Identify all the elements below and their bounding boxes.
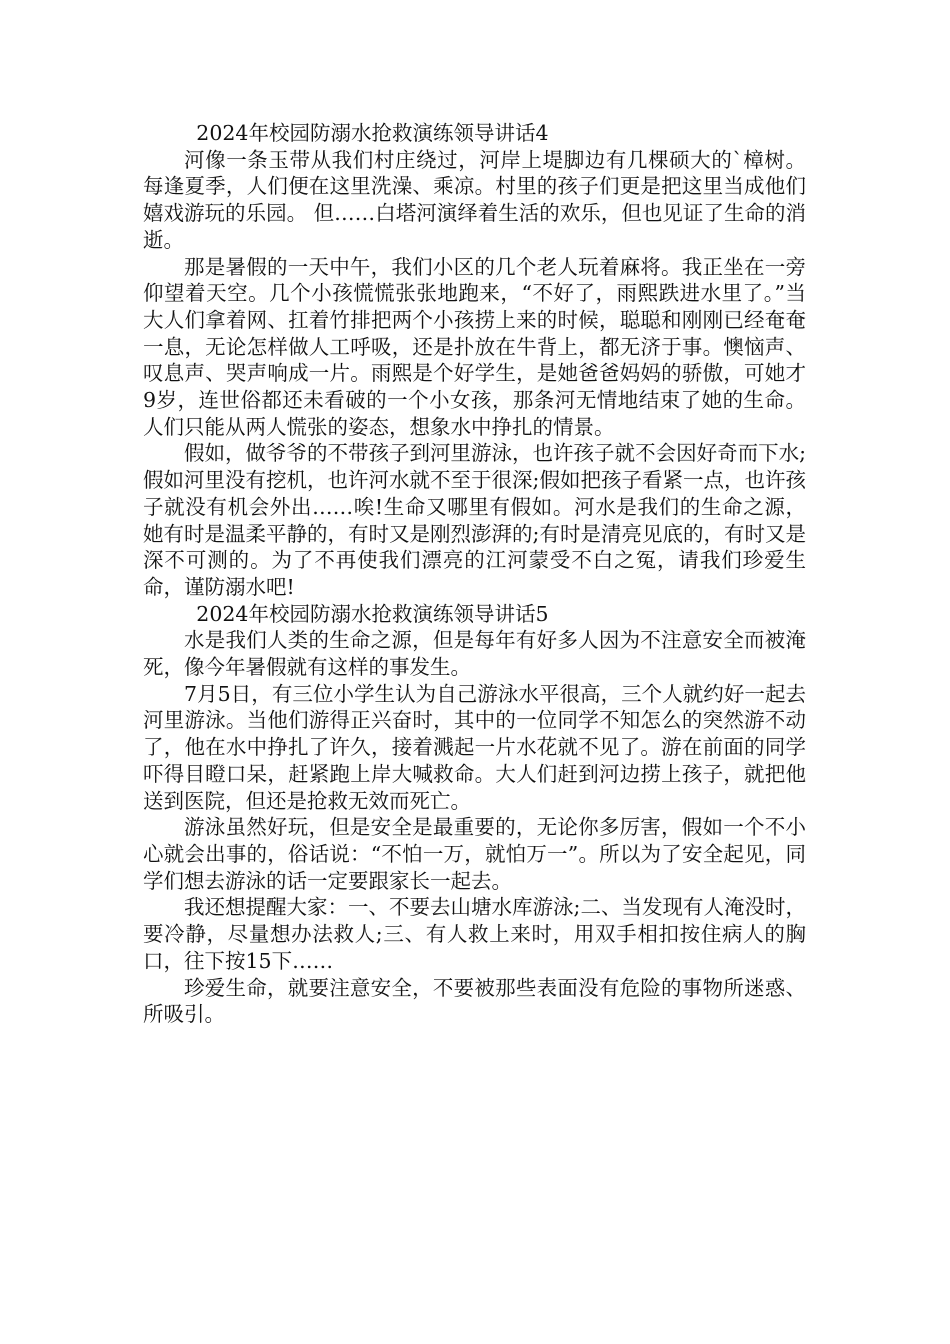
paragraph: 珍爱生命，就要注意安全，不要被那些表面没有危险的事物所迷惑、所吸引。 xyxy=(143,975,806,1027)
speech-section-4 xyxy=(143,120,806,601)
document-page xyxy=(143,120,806,1028)
section-title: 2024年校园防溺水抢救演练领导讲话4 xyxy=(196,121,549,145)
paragraph: 假如，做爷爷的不带孩子到河里游泳，也许孩子就不会因好奇而下水;假如河里没有挖机，也许河水就不至于很深;假如把孩子看紧一点，也许孩子就没有机会外出……唉!生命又哪里有假如。河水是我们的生命之源，她有时是温柔平静的，有时又是刚烈澎湃的;有时是清亮见底的，有时又是深不可测的。为了不再使我们漂亮的江河蒙受不白之冤，请我们珍爱生命，谨防溺水吧! xyxy=(143,441,806,599)
paragraph: 游泳虽然好玩，但是安全是最重要的，无论你多厉害，假如一个不小心就会出事的，俗话说：“不怕一万，就怕万一”。所以为了安全起见，同学们想去游泳的话一定要跟家长一起去。 xyxy=(143,815,806,893)
paragraph: 河像一条玉带从我们村庄绕过，河岸上堤脚边有几棵硕大的`樟树。每逢夏季，人们便在这里洗澡、乘凉。村里的孩子们更是把这里当成他们嬉戏游玩的乐园。 但……白塔河演绎着生活的欢乐，但也见证了生命的消逝。 xyxy=(143,147,806,252)
paragraph: 7月5日，有三位小学生认为自己游泳水平很高，三个人就约好一起去河里游泳。当他们游得正兴奋时，其中的一位同学不知怎么的突然游不动了，他在水中挣扎了许久，接着溅起一片水花就不见了。游在前面的同学吓得目瞪口呆，赶紧跑上岸大喊救命。大人们赶到河边捞上孩子，就把他送到医院，但还是抢救无效而死亡。 xyxy=(143,681,806,813)
section-title: 2024年校园防溺水抢救演练领导讲话5 xyxy=(196,601,549,626)
paragraph: 我还想提醒大家：一、不要去山塘水库游泳;二、当发现有人淹没时，要冷静，尽量想办法救人;三、有人救上来时，用双手相扣按住病人的胸口，往下按15下…… xyxy=(143,895,806,973)
speech-section-5 xyxy=(143,601,806,1028)
paragraph: 那是暑假的一天中午，我们小区的几个老人玩着麻将。我正坐在一旁仰望着天空。几个小孩慌慌张张地跑来，“不好了，雨熙跌进水里了。”当大人们拿着网、扛着竹排把两个小孩捞上来的时候，聪聪和刚刚已经奄奄一息，无论怎样做人工呼吸，还是扑放在牛背上，都无济于事。懊恼声、叹息声、哭声响成一片。雨熙是个好学生，是她爸爸妈妈的骄傲，可她才9岁，连世俗都还未看破的一个小女孩，那条河无情地结束了她的生命。人们只能从两人慌张的姿态，想象水中挣扎的情景。 xyxy=(143,254,806,439)
paragraph: 水是我们人类的生命之源，但是每年有好多人因为不注意安全而被淹死，像今年暑假就有这样的事发生。 xyxy=(143,628,806,680)
